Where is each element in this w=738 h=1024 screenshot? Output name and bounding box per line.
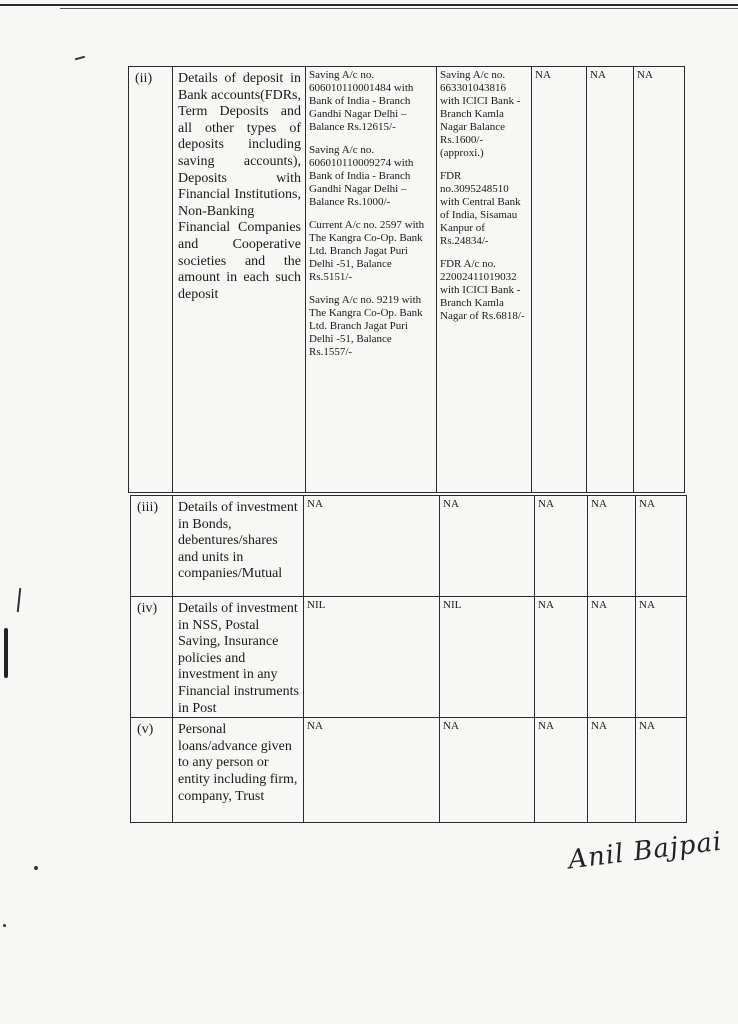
row-serial-number: (v): [131, 718, 173, 823]
value-cell: NA: [440, 718, 535, 823]
scan-artifact-dot: [3, 924, 6, 927]
value-cell: NA: [636, 496, 687, 597]
value-cell: NA: [535, 718, 588, 823]
value-cell: NIL: [304, 597, 440, 718]
deposits-table: [128, 66, 685, 493]
scan-artifact-bracket: [4, 628, 8, 678]
value-cell: NA: [636, 597, 687, 718]
value-cell: NA: [636, 718, 687, 823]
value-cell: NA: [304, 496, 440, 597]
value-cell: NA: [440, 496, 535, 597]
value-cell: NA: [634, 67, 685, 493]
row-description: Details of deposit in Bank accounts(FDRs, Term Deposits and all other types of deposits including saving accounts), Deposits with Financial Institutions, Non-Banking Financial Companies and Cooperative societies and the amount in each such deposit: [173, 67, 306, 493]
account-entry: FDR no.3095248510 with Central Bank of India, Sisamau Kanpur of Rs.24834/-: [440, 170, 521, 247]
row-serial-number: (ii): [129, 67, 173, 493]
value-cell: NIL: [440, 597, 535, 718]
value-cell: NA: [588, 597, 636, 718]
value-cell: NA: [304, 718, 440, 823]
account-entry: Saving A/c no. 663301043816 with ICICI Bank - Branch Kamla Nagar Balance Rs.1600/- (approxi.): [440, 69, 521, 159]
scan-artifact-dot: [34, 866, 38, 870]
account-entry: Saving A/c no. 606010110009274 with Bank of India - Branch Gandhi Nagar Delhi – Balance Rs.1000/-: [309, 144, 414, 208]
value-cell: NA: [588, 718, 636, 823]
handwritten-signature: Anil Bajpai: [566, 826, 724, 876]
account-entry: Saving A/c no. 9219 with The Kangra Co-Op. Bank Ltd. Branch Jagat Puri Delhi -51, Balance Rs.1557/-: [309, 294, 423, 358]
table-row: [129, 67, 685, 493]
table-row: [131, 597, 687, 718]
row-serial-number: (iii): [131, 496, 173, 597]
value-cell: NA: [587, 67, 634, 493]
top-border-line-secondary: [60, 4, 738, 9]
row-description: Details of investment in Bonds, debentures/shares and units in companies/Mutual: [173, 496, 304, 597]
account-entry: Saving A/c no. 606010110001484 with Bank of India - Branch Gandhi Nagar Delhi – Balance Rs.12615/-: [309, 69, 414, 133]
account-details-cell-1: [306, 67, 437, 493]
account-entry: Current A/c no. 2597 with The Kangra Co-Op. Bank Ltd. Branch Jagat Puri Delhi -51, Balance Rs.5151/-: [309, 219, 425, 283]
value-cell: NA: [535, 597, 588, 718]
row-description: Details of investment in NSS, Postal Saving, Insurance policies and investment in any Financial instruments in Post: [173, 597, 304, 718]
row-serial-number: (iv): [131, 597, 173, 718]
scan-artifact-line: [17, 588, 21, 612]
table-row: [131, 718, 687, 823]
value-cell: NA: [588, 496, 636, 597]
account-details-cell-2: [437, 67, 532, 493]
investments-table: [130, 495, 687, 823]
table-row: [131, 496, 687, 597]
value-cell: NA: [535, 496, 588, 597]
row-description: Personal loans/advance given to any person or entity including firm, company, Trust: [173, 718, 304, 823]
margin-tick-mark: [75, 56, 85, 61]
value-cell: NA: [532, 67, 587, 493]
account-entry: FDR A/c no. 22002411019032 with ICICI Bank - Branch Kamla Nagar of Rs.6818/-: [440, 258, 525, 322]
